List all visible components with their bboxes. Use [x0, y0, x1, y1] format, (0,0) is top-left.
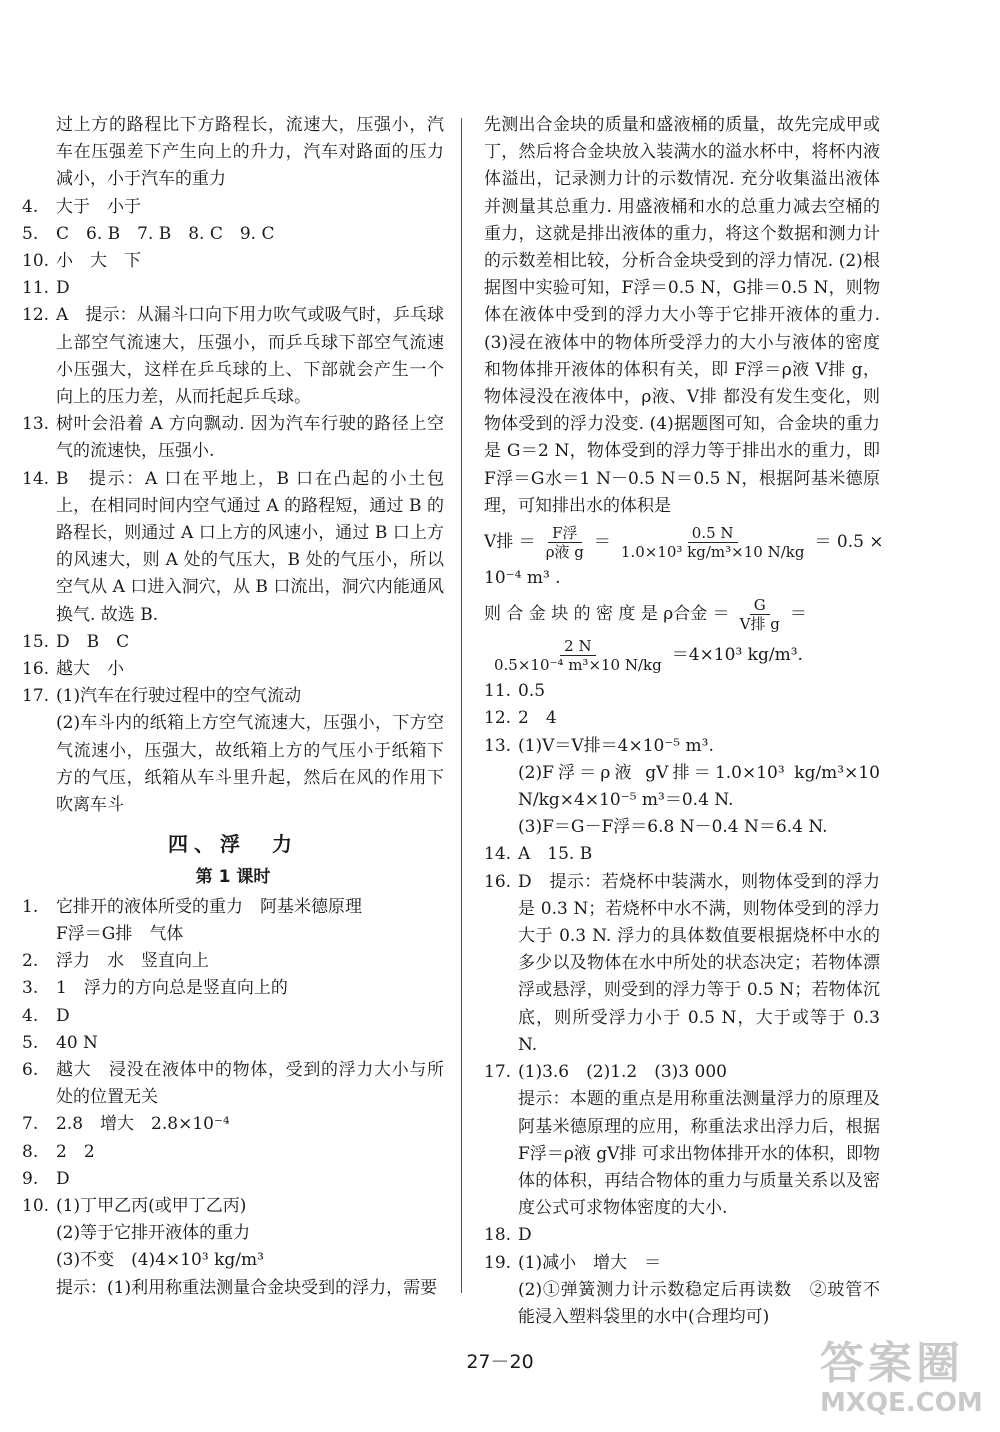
item-text: C 6. B 7. B 8. C 9. C	[56, 223, 275, 244]
item-text: A 提示：从漏斗口向下用力吹气或吸气时，乒乓球上部空气流速大，压强小，而乒乓球下部空气流速小压强大，这样在乒乓球的上、下部就会产生一个向上的压力差，从而托起乒乓球。	[56, 305, 444, 408]
item-number: 17.	[22, 686, 50, 707]
item-text: B 提示：A 口在平地上，B 口在凸起的小土包上，在相同时间内空气通过 A 的路程短，通过 B 的路程长，则通过 A 口上方的风速小，通过 B 口上方的风速大，则 A 处的气压大，B 处的气压小，所以空气从 A 口进入洞穴，从 B 口流出，洞穴内能通风换气. 故选 B.	[56, 468, 444, 625]
item-text: D	[56, 278, 70, 299]
answer-item	[484, 869, 880, 1059]
item-number: 14.	[484, 844, 512, 865]
density-line	[484, 596, 880, 633]
formula-result: ＝ 0.5 ×	[814, 531, 884, 552]
answer-item	[22, 948, 444, 975]
item-number: 7.	[22, 1114, 39, 1135]
answer-item	[484, 1059, 880, 1086]
answer-item	[22, 275, 444, 302]
answer-item	[22, 1003, 444, 1030]
continued-text: 先测出合金块的质量和盛液桶的质量，故先完成甲或丁，然后将合金块放入装满水的溢水杯中，将杯内液体溢出，记录测力计的示数情况. 充分收集溢出液体并测量其总重力. 用盛液桶和水的总重力减去空桶的重力，这就是排出液体的重力，将这个数据和测力计的示数差相比较，分析合金块受到的浮力情况. (2)根据图中实验可知，F浮＝0.5 N，G排＝0.5 N，则物体在液体中受到的浮力大小等于它排开液体的重力. (3)浸在液体中的物体所受浮力的大小与液体的密度和物体排开液体的体积有关，即 F浮＝ρ液 V排 g，物体浸没在液体中，ρ液、V排 都没有发生变化，则物体受到的浮力没变. (4)据题图可知，合金块的重力是 G＝2 N，物体受到的浮力等于排出水的重力，即 F浮＝G水＝1 N－0.5 N＝0.5 N，根据阿基米德原理，可知排出水的体积是	[484, 115, 880, 516]
item-line: (2)车斗内的纸箱上方空气流速大，压强小，下方空气流速小，压强大，故纸箱上方的气压小于纸箱下方的气压，纸箱从车斗里升起，然后在风的作用下吹离车斗	[56, 713, 444, 816]
answer-item	[22, 1193, 444, 1275]
item-number: 18.	[484, 1225, 512, 1246]
equals-sign: ＝	[789, 604, 807, 625]
item-number: 5.	[22, 1032, 39, 1053]
answer-item	[22, 221, 444, 248]
item-number: 13.	[22, 414, 50, 435]
item-line: 它排开的液体所受的重力 阿基米德原理	[56, 896, 362, 917]
answer-item	[22, 248, 444, 275]
formula-volume	[484, 524, 884, 562]
item-line: 2 2	[56, 1141, 95, 1162]
answer-item	[22, 1111, 444, 1138]
item-line: (2)等于它排开液体的重力	[56, 1223, 251, 1244]
item-text: D B C	[56, 631, 130, 652]
answer-item	[22, 466, 444, 629]
item-line: 1 浮力的方向总是竖直向上的	[56, 978, 288, 999]
item-text: 树叶会沿着 A 方向飘动. 因为汽车行驶的路径上空气的流速快，压强小.	[56, 414, 444, 462]
fraction	[617, 524, 809, 561]
formula-tail: 10⁻⁴ m³ .	[484, 568, 561, 589]
item-line: (1)V＝V排＝4×10⁻⁵ m³.	[518, 735, 714, 756]
item-line: (1)减小 增大 ＝	[518, 1252, 662, 1273]
item-text: 大于 小于	[56, 196, 141, 217]
item-line: 0.5	[518, 681, 546, 702]
item-line: A 15. B	[518, 844, 593, 865]
item-number: 4.	[22, 196, 39, 217]
item-line: D 提示：若烧杯中装满水，则物体受到的浮力是 0.3 N；若烧杯中水不满，则物体受到的浮力大于 0.3 N. 浮力的具体数值要根据烧杯中水的多少以及物体在水中所处的状态决定；若物体漂浮或悬浮，则受到的浮力等于 0.5 N；若物体沉底，则所受浮力小于 0.5 N，大于或等于 0.3 N.	[518, 871, 880, 1055]
denominator: V排 g	[739, 615, 780, 634]
hint-text: 提示：本题的重点是用称重法测量浮力的原理及阿基米德原理的应用，称重法求出浮力后，根据 F浮＝ρ液 gV排 可求出物体排开水的体积，即物体的体积，再结合物体的重力与质量关系以及密度公式可求物体密度的大小.	[518, 1089, 880, 1219]
item-number: 8.	[22, 1141, 39, 1162]
item-line: D	[518, 1225, 532, 1246]
item-line: (1)丁甲乙丙(或甲丁乙丙)	[56, 1195, 247, 1216]
lesson-title: 第 1 课时	[195, 867, 271, 888]
answer-item	[22, 1166, 444, 1193]
left-column	[22, 112, 444, 1302]
item-number: 6.	[22, 1059, 39, 1080]
item-number: 16.	[484, 871, 512, 892]
watermark-site-text: MXQE.COM	[820, 1388, 983, 1418]
item-number: 5.	[22, 223, 39, 244]
item-number: 3.	[22, 978, 39, 999]
density-text: 则 合 金 块 的 密 度 是 ρ合金 ＝	[484, 604, 730, 625]
column-divider	[461, 118, 462, 1293]
item-number: 1.	[22, 896, 39, 917]
formula-lhs: V排 ＝	[484, 531, 536, 552]
right-column	[484, 112, 884, 1331]
item-line: (2)①弹簧测力计示数稳定后再读数 ②玻管不能浸入塑料袋里的水中(合理均可)	[518, 1279, 880, 1327]
item-number: 14.	[22, 468, 50, 489]
answer-item	[22, 1057, 444, 1111]
item-text: 小 大 下	[56, 251, 141, 272]
item-number: 13.	[484, 735, 512, 756]
fraction	[542, 524, 588, 561]
item-line: 2 4	[518, 708, 557, 729]
answer-item	[484, 678, 880, 705]
numerator: F浮	[548, 524, 581, 543]
item-line: 越大 浸没在液体中的物体，受到的浮力大小与所处的位置无关	[56, 1059, 444, 1108]
item-number: 9.	[22, 1168, 39, 1189]
numerator: G	[750, 596, 770, 615]
answer-item	[484, 705, 880, 732]
item-line: D	[56, 1168, 70, 1189]
item-line: 40 N	[56, 1032, 98, 1053]
item-line: 2.8 增大 2.8×10⁻⁴	[56, 1114, 230, 1135]
formula-density	[484, 637, 880, 674]
denominator: ρ液 g	[545, 543, 584, 562]
item-number: 4.	[22, 1005, 39, 1026]
item-number: 10.	[22, 1195, 50, 1216]
item-line: (1)汽车在行驶过程中的空气流动	[56, 686, 302, 707]
answer-item	[22, 302, 444, 411]
item-number: 11.	[22, 278, 50, 299]
item-line: (1)3.6 (2)1.2 (3)3 000	[518, 1062, 727, 1083]
continued-text: 过上方的路程比下方路程长，流速大，压强小，汽车在压强差下产生向上的升力，汽车对路面的压力减小，小于汽车的重力	[56, 115, 444, 190]
answer-item	[22, 629, 444, 656]
item-line: F浮＝G排 气体	[56, 923, 184, 944]
answer-item	[484, 733, 880, 842]
fraction	[490, 637, 666, 674]
item-line: (2)F浮＝ρ液 gV排＝1.0×10³ kg/m³×10 N/kg×4×10⁻⁵ m³＝0.4 N.	[518, 762, 880, 811]
item-number: 11.	[484, 681, 512, 702]
equals-sign: ＝	[593, 531, 611, 552]
answer-item	[22, 683, 444, 819]
answer-item	[22, 894, 444, 948]
item-text: 越大 小	[56, 659, 124, 680]
item-line: D	[56, 1005, 70, 1026]
watermark-logo	[820, 1340, 995, 1428]
item-number: 10.	[22, 251, 50, 272]
numerator: 2 N	[560, 637, 595, 656]
item-number: 12.	[484, 708, 512, 729]
hint-text: 提示：(1)利用称重法测量合金块受到的浮力，需要	[56, 1277, 438, 1298]
answer-item	[22, 975, 444, 1002]
page-number: 27－20	[466, 1351, 534, 1373]
item-number: 17.	[484, 1062, 512, 1083]
answer-item	[484, 1222, 880, 1249]
answer-item	[22, 1030, 444, 1057]
fraction	[736, 596, 784, 633]
watermark-logo-text: 答案圈	[820, 1338, 964, 1389]
answer-item	[22, 194, 444, 221]
item-number: 19.	[484, 1252, 512, 1273]
numerator: 0.5 N	[688, 524, 738, 543]
formula-result: ＝4×10³ kg/m³.	[671, 645, 803, 666]
answer-item	[484, 1250, 880, 1332]
item-number: 2.	[22, 951, 39, 972]
item-line: (3)不变 (4)4×10³ kg/m³	[56, 1250, 264, 1271]
answer-item	[22, 656, 444, 683]
answer-item	[484, 841, 880, 868]
item-line: 浮力 水 竖直向上	[56, 951, 209, 972]
item-number: 12.	[22, 305, 50, 326]
item-number: 15.	[22, 631, 50, 652]
answer-item	[22, 1139, 444, 1166]
section-title: 四、浮 力	[168, 832, 298, 857]
denominator: 1.0×10³ kg/m³×10 N/kg	[620, 543, 805, 562]
item-number: 16.	[22, 659, 50, 680]
item-line: (3)F＝G－F浮＝6.8 N－0.4 N＝6.4 N.	[518, 817, 828, 838]
answer-item	[22, 411, 444, 465]
denominator: 0.5×10⁻⁴ m³×10 N/kg	[494, 656, 662, 675]
